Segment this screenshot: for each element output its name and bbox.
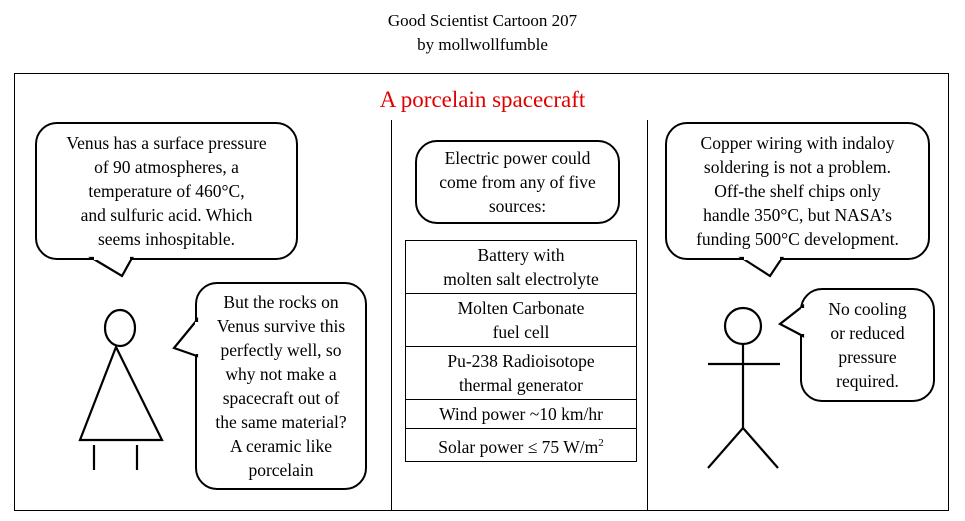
panel-divider-right — [647, 120, 648, 511]
speech-tail-wiring — [742, 256, 802, 278]
speech-text-venus: Venus has a surface pressure of 90 atmospheres, a temperature of 460°C, and sulfuric acid. Which seems inhospitable. — [66, 133, 267, 249]
source-rtg: Pu-238 Radioisotope thermal generator — [406, 347, 637, 400]
source-solar-superscript: 2 — [598, 437, 604, 449]
speech-bubble-venus — [35, 122, 298, 260]
source-fuel-cell: Molten Carbonate fuel cell — [406, 294, 637, 347]
speech-bubble-porcelain — [195, 282, 367, 490]
source-wind: Wind power ~10 km/hr — [406, 400, 637, 429]
table-row — [406, 429, 637, 462]
comic-title: Good Scientist Cartoon 207 — [387, 11, 578, 30]
speech-bubble-wiring — [665, 122, 930, 260]
source-solar — [406, 429, 637, 462]
power-sources-table — [405, 240, 637, 462]
table-row — [406, 241, 637, 294]
strip-title: A porcelain spacecraft — [379, 87, 586, 112]
speech-text-power: Electric power could come from any of five sources: — [439, 148, 596, 216]
table-row — [406, 294, 637, 347]
speech-text-wiring: Copper wiring with indaloy soldering is not a problem. Off-the shelf chips only handle 350°C, but NASA’s funding 500°C development. — [696, 133, 899, 249]
comic-author: by mollwollfumble — [417, 35, 548, 54]
panel-divider-left — [391, 120, 392, 511]
source-battery: Battery with molten salt electrolyte — [406, 241, 637, 294]
stick-figure — [700, 300, 790, 475]
speech-bubble-power — [415, 140, 620, 224]
speech-text-cooling: No cooling or reduced pressure required. — [828, 299, 907, 391]
speech-tail-venus — [92, 256, 152, 278]
table-row — [406, 400, 637, 429]
source-solar-text: Solar power ≤ 75 W/m — [438, 436, 599, 457]
table-row — [406, 347, 637, 400]
speech-text-porcelain: But the rocks on Venus survive this perfectly well, so why not make a spacecraft out of the same material? A ceramic like porcelain — [215, 292, 347, 480]
triangle-figure — [70, 300, 180, 475]
speech-bubble-cooling — [800, 288, 935, 402]
